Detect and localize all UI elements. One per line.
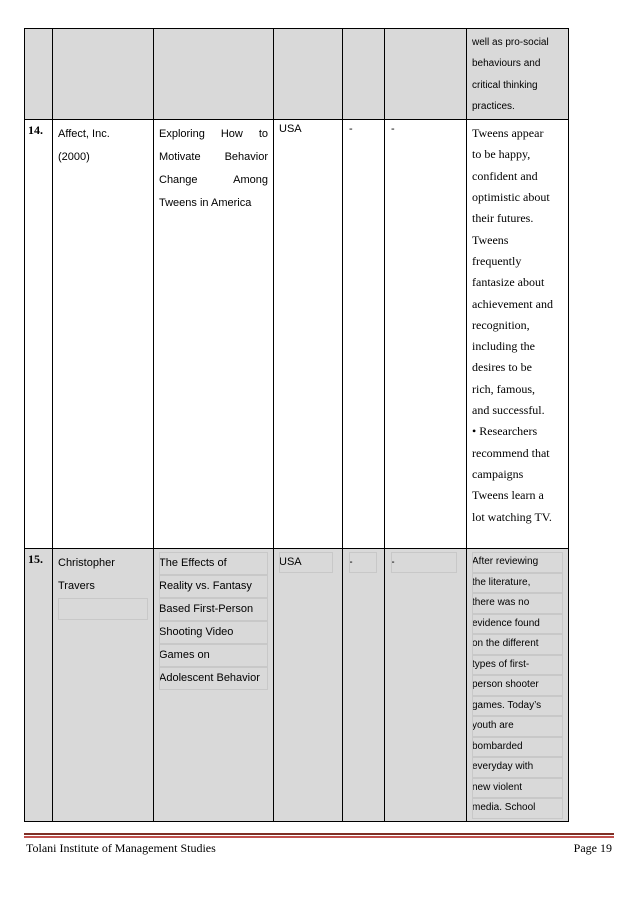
row-number: 15. — [28, 552, 43, 567]
country: USA — [279, 552, 333, 573]
findings-line: including the — [472, 339, 535, 354]
title-line: Reality vs. Fantasy — [159, 575, 268, 598]
findings-line: on the different — [472, 634, 563, 655]
findings-line: confident and — [472, 168, 538, 183]
cell-findings — [467, 29, 569, 120]
title-line: Shooting Video — [159, 621, 268, 644]
title-line: Change Among — [159, 174, 268, 187]
findings-line: frequently — [472, 253, 522, 268]
cell-number — [25, 120, 53, 549]
cell-col5 — [343, 120, 385, 549]
footer-institute: Tolani Institute of Management Studies — [26, 841, 216, 855]
row-number: 14. — [28, 123, 43, 138]
title-line: Motivate Behavior — [159, 151, 268, 164]
author-line: Travers — [58, 580, 95, 593]
findings-line: fantasize about — [472, 275, 545, 290]
author-line: (2000) — [58, 151, 90, 164]
col5-value: - — [349, 123, 353, 136]
cell-author — [53, 120, 154, 549]
table-row-15 — [25, 549, 569, 822]
findings-line: achievement and — [472, 296, 553, 311]
findings-line: new violent — [472, 778, 563, 799]
findings-line: games. Today’s — [472, 696, 563, 717]
findings-line: Tweens appear — [472, 126, 544, 141]
country: USA — [279, 123, 302, 136]
cell-number — [25, 29, 53, 120]
findings-line: person shooter — [472, 675, 563, 696]
cell-country — [274, 29, 343, 120]
findings-line: recognition, — [472, 317, 530, 332]
findings-line: recommend that — [472, 445, 550, 460]
cell-col6 — [385, 29, 467, 120]
cell-col5 — [343, 549, 385, 822]
findings-line: evidence found — [472, 614, 563, 635]
findings-line: lot watching TV. — [472, 509, 552, 524]
cell-author — [53, 549, 154, 822]
findings-line: practices. — [472, 100, 515, 112]
findings-line: rich, famous, — [472, 381, 535, 396]
author-line: Christopher — [58, 557, 115, 570]
findings-line: Tweens learn a — [472, 488, 544, 503]
findings-line: well as pro-social — [472, 37, 549, 48]
cell-findings — [467, 120, 569, 549]
title-line: The Effects of — [159, 552, 268, 575]
footer-page-number: Page 19 — [573, 841, 612, 855]
findings-line: and successful. — [472, 403, 545, 418]
cell-country — [274, 549, 343, 822]
cell-col6 — [385, 120, 467, 549]
cell-col6 — [385, 549, 467, 822]
findings-line: After reviewing — [472, 552, 563, 573]
cell-title — [154, 120, 274, 549]
findings-line: media. School — [472, 798, 563, 819]
findings-line: optimistic about — [472, 190, 550, 205]
col6-value: - — [391, 123, 395, 136]
findings-line: Tweens — [472, 232, 509, 247]
findings-line: desires to be — [472, 360, 532, 375]
findings-line: to be happy, — [472, 147, 531, 162]
findings-line: there was no — [472, 593, 563, 614]
cell-title — [154, 549, 274, 822]
cell-number — [25, 549, 53, 822]
findings-line: youth are — [472, 716, 563, 737]
findings-line: their futures. — [472, 211, 534, 226]
findings-line: types of first- — [472, 655, 563, 676]
literature-review-table — [24, 28, 569, 822]
cell-col5 — [343, 29, 385, 120]
author-line: Affect, Inc. — [58, 128, 110, 141]
cell-findings — [467, 549, 569, 822]
findings-line: the literature, — [472, 573, 563, 594]
footer-rule-dark — [24, 833, 614, 835]
title-line: Tweens in America — [159, 197, 252, 210]
cell-author — [53, 29, 154, 120]
cell-country — [274, 120, 343, 549]
findings-line: bombarded — [472, 737, 563, 758]
findings-line: campaigns — [472, 466, 524, 481]
table-row-continuation — [25, 29, 569, 120]
findings-line: critical thinking — [472, 79, 538, 91]
table-row-14 — [25, 120, 569, 549]
findings-line: everyday with — [472, 757, 563, 778]
title-line: Based First-Person — [159, 598, 268, 621]
title-line: Adolescent Behavior — [159, 667, 268, 690]
col5-value: - — [349, 552, 377, 573]
col6-value: - — [391, 552, 457, 573]
title-line: Exploring How to — [159, 128, 268, 141]
title-line: Games on — [159, 644, 268, 667]
findings-line: • Researchers — [472, 424, 538, 439]
findings-line: behaviours and — [472, 58, 541, 70]
empty-text-box — [58, 598, 148, 620]
page-footer — [24, 841, 614, 857]
footer-rule-light — [24, 836, 614, 838]
cell-title — [154, 29, 274, 120]
